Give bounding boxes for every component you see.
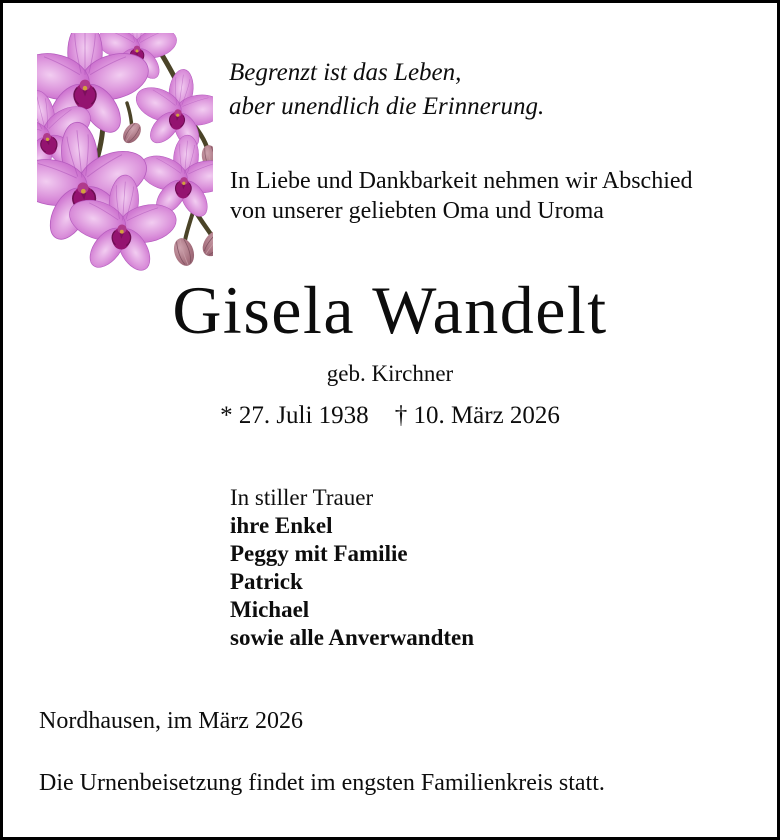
orchid-illustration <box>37 33 213 271</box>
orchid-photo <box>37 33 213 271</box>
funeral-note: Die Urnenbeisetzung findet im engsten Familienkreis statt. <box>39 770 605 796</box>
farewell-text-line1: In Liebe und Dankbarkeit nehmen wir Abschied <box>230 168 693 194</box>
place-date-line: Nordhausen, im März 2026 <box>39 708 303 734</box>
birth-date: * 27. Juli 1938 <box>220 402 369 429</box>
memorial-quote <box>229 56 544 124</box>
deceased-name: Gisela Wandelt <box>172 272 608 348</box>
mourner-line: Patrick <box>230 569 303 594</box>
mourners-header: In stiller Trauer <box>230 485 374 510</box>
mourners-block <box>230 484 474 652</box>
life-dates <box>3 402 777 430</box>
memorial-quote-line2: aber unendlich die Erinnerung. <box>229 93 545 120</box>
farewell-text-line2: von unserer geliebten Oma und Uroma <box>230 198 604 224</box>
farewell-text <box>230 166 693 226</box>
mourner-line: ihre Enkel <box>230 513 333 538</box>
memorial-quote-line1: Begrenzt ist das Leben, <box>229 59 462 86</box>
mourner-line: sowie alle Anverwandten <box>230 625 475 650</box>
death-date: † 10. März 2026 <box>394 402 560 429</box>
mourner-line: Michael <box>230 597 310 622</box>
mourner-line: Peggy mit Familie <box>230 541 408 566</box>
maiden-name: geb. Kirchner <box>326 361 454 386</box>
